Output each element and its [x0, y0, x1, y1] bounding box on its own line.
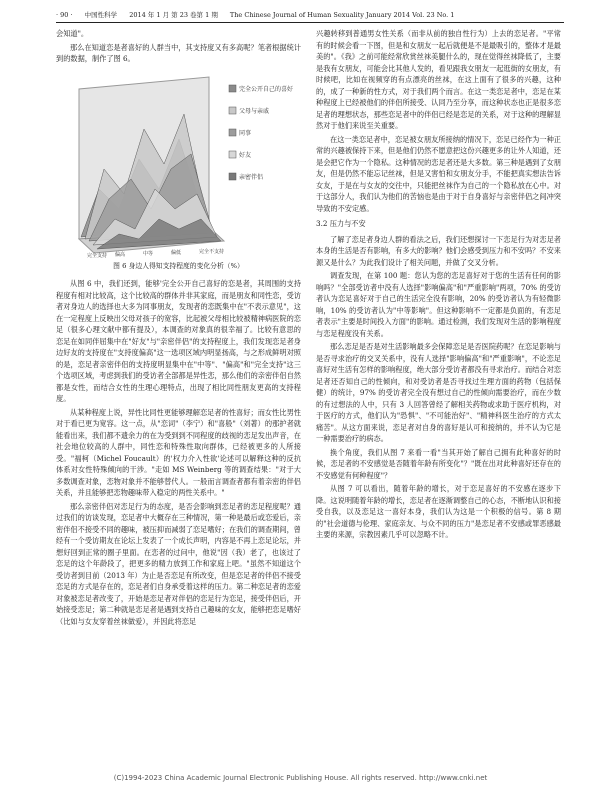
category-tick-label: 完全不支持 — [199, 248, 225, 255]
legend-swatch — [229, 107, 236, 114]
category-tick-label: 偏低 — [171, 249, 182, 256]
legend-swatch — [229, 129, 236, 136]
page-number: · 90 · — [56, 11, 73, 19]
legend-label: 亲密伴侣 — [239, 173, 264, 181]
figure-caption: 图 6 身边人得知支持程度的变化分析（%） — [113, 261, 244, 270]
paragraph: 从图 7 可以看出，随着年龄的增长，对于恋足喜好的不安感在逐步下降。这说明随着年龄的增长，恋足者在逐渐调整自己的心态，不断地认识和接受自我，以及恋足这一喜好本身，我们认为这是一个积极的信号。第 8 期的"社会道德与伦理、家庭亲友、与众不同的压力"是恋足者不安感或罪恶感最主要的来源，宗教因素几乎可以忽略不计。 — [316, 484, 561, 539]
paragraph: 那么在知道恋是者喜好的人群当中，其支持度又有多高呢？笔者根据统计到的数据，制作了图 6。 — [56, 42, 301, 63]
paragraph: 从图 6 中，我们还到，能够'完全公开自己喜好的恋是者，其周围的支持程度有相对比较高，这个比较高的群体并非其家庭，而是朋友和同性恋，受访者对身边人的选择也大多为同事朋友，发现者的恋既集中在"不表示意见"，这在一定程度上反映出父母对孩子的宽容，比起被父母相比较被精神病医院的恋足（很多心理文献中都有提及），本调查的对象真的很幸福了。比较有意思的恋足在如同伴屈集中在"好友"与"亲密伴侣"的支持程度上，我们发现恋足者身边好友的支持度在"支持度偏高"这一选项区域内明显扬高，与之形成鲜明对照的是，恋足者亲密伴侣的支持度明显集中在"中等"、"偏高"和"完全支持"这三个选项区域，考虑到我们的受访者全部都是异性恋，那么他们的亲密伴侣自然都是女性，而结合女性的生理心理特点，出现了相比同性朋友更高的支持程度。 — [56, 279, 301, 403]
legend-swatch — [229, 151, 236, 158]
journal-title-cn: 中国性科学 — [84, 11, 118, 19]
category-tick-label: 偏高 — [115, 251, 126, 258]
issue-info-cn: 2014 年 1 月 第 23 卷第 1 期 — [129, 11, 218, 19]
figure-6 — [59, 69, 299, 259]
page-header — [56, 10, 564, 19]
header-rule — [56, 22, 564, 23]
copyright-footer: (C)1994-2023 China Academic Journal Electronic Publishing House. All rights reserved. http://www.cnki.net — [113, 774, 488, 782]
legend-label: 好友 — [239, 151, 252, 159]
paragraph: 那么恋足是否是对生活影响最多会保障恋足是否医院药呢？在恋足影响与是否寻求治疗的交叉关系中，没有人选择"影响偏高"和"严重影响"，不论恋足喜好对生活有怎样的影响程度，绝大部分受访者都没有寻求治疗。而结合对恋足者还否知自己的性倾向，和对受访者是否寻找过生理方面的药物（包括保健）的统计，97% 的受访者完全没有想过自己的性倾向需要治疗，而在少数的有过想法的人中，只有 3 人回答曾经了解相关药物或求助于医疗机构，对于医疗的方式，他们认为"恐惧"、"不可能治好"、"精神科医生治疗的方式太痛苦"。从这方面来说，恋足者对自身的喜好是认可和接纳的，并不认为它是一种需要治疗的病态。 — [316, 342, 561, 443]
journal-title-en: The Chinese Journal of Human Sexuality January 2014 Vol. 23 No. 1 — [229, 11, 455, 19]
paragraph: 从某种程度上说，异性比同性更能够理解恋足者的性喜好；而女性比男性对于看已更为宽容。这一点，从"恋词"（李宁）和"喜般"（刘著）的那护者就能看出来，我们都不遗余力的在为受到到不同程度的歧视的恋足发出声音，在社会地位较高的人群中，同性恋和特殊性取向群体，已经被更多的人所接受。"福柯（Michel Foucault）的'权力介入性欲'论述可以解释这种的反抗体系对女性特殊倾向的干涉。"走如 MS Weinberg 等的调查结果："对于大多数调查对象，恋物对象并不能够替代人。一般而言调查者都有着亲密的伴侣关系，并且能够把恋物趣味带入稳定的两性关系中。" — [56, 407, 301, 497]
paragraph: 那么亲密伴侣对恋足行为的态度，是否会影响到恋足者的恋足程度呢？通过我们的访谈发现，恋足者中大概存在三种情况，第一种是最后或恋爱后，亲密伴侣不接受不同的趣味，被压抑而减弱了恋足嗜好；在我们的调查期间，曾经有一个受访期友在论坛上发表了一个成长声明，内容是不再上恋足论坛，并想好回到正常的圈子里面。在恋者的过问中，他说"因（我）老了，也该过了恋足的这个年龄段了，把更多的精力放到工作和家庭上吧。"虽然不知道这个受访者到目前（2013 年）为止是否恋足有所改变，但是恋足者的伴侣不接受恋足的方式是存在的，恋足者们自身承受着这样的压力。第二种恋足者的恋爱对象被恋足者改变了，开始是恋足者对伴侣的恋足行为恋足，接受伴侣后，开始接受恋足；第二种就是恋足者是遇到支持自己趣味的女友，能够把恋足嗜好（比如与女友穿着丝袜做爱），并因此将恋足 — [56, 501, 301, 626]
paragraph: 调查发现，在第 100 题：您认为您的恋足喜好对于您的生活有任何的影响吗？"全部受访者中没有人选择"影响偏高"和"严重影响"两项，70% 的受访者认为恋足喜好对于自己的生活完全没有影响，20% 的受访者认为有轻微影响，10% 的受访者认为"中等影响"。但这种影响不一定都是负面的，有恋足者表示"主要是时间投入方面"的影响。通过检测，我们发现对生活的影响程度与恋足程度没有关系。 — [316, 271, 561, 338]
paragraph: 了解了恋足者身边人群的看法之后，我们还想探讨一下恋足行为对恋足者本身的生活是否有影响，有多大的影响？他们会感受到压力和不安吗？不安来源又是什么？为此我们设计了相关问题，并做了交叉分析。 — [316, 234, 561, 267]
paragraph: 在这一类恋足者中，恋足被女朋友所接纳的情况下，恋足已经作为一种正常的兴趣被保持下来，但是他们仍然不愿意把这份兴趣更多的让外人知道，还是会把它作为一个隐私。这种情况的恋足者还是大多数。第三种是遇到了女朋友，但是仍然不能忘记丝袜，但是又害怕和女朋友分手，不能把真实想法告诉女友，于是在与女友的交往中，只能把丝袜作为自己的一个隐私放在心中。对于这部分人，我们认为他们的苦恼也是由于对于自身喜好与亲密伴侣之间冲突导致的不安定感。 — [316, 134, 561, 213]
right-column — [316, 28, 561, 543]
left-column — [56, 28, 301, 629]
section-heading: 3.2 压力与不安 — [316, 219, 366, 228]
legend-label: 父母与亲戚 — [239, 107, 270, 115]
legend-label: 完全公开自己的喜好 — [239, 85, 294, 93]
legend-label: 同事 — [239, 129, 252, 137]
category-tick-label: 完全支持 — [87, 252, 108, 259]
legend-swatch — [229, 85, 236, 92]
paragraph: 兴趣转移到普通男女性关系（而非从前的独自性行为）上去的恋足者。"平常有的时候会看一下图，但是和女朋友一起后就便是不是最吸引的，整体才是最美的"。《我》之前可能经常欣赏丝袜美腿什么的，现在觉得丝袜降低了，主要是我有女朋友，可能会比其他人发的，看见跟我女朋友一起逛街的女朋友，有时候吧，比如在视频穿的有点漂亮的丝袜，在这上面有了很多的兴趣，这种的，成了一种新的性方式，对于我们两个而言。在这一类恋足者中，恋足在某种程度上已经被他们的伴侣所接受、认同乃至分享，而这种状态也正是很多恋足者的理想状态，那些恋足者中的伴侣已经是恋足的关系，对于这种的理解显然对于他们来说至关重要。 — [316, 29, 561, 130]
paragraph: 会知道"。 — [56, 29, 89, 38]
legend-swatch — [229, 173, 236, 180]
category-tick-label: 中等 — [143, 250, 154, 257]
paragraph: 换个角度，我们从图 7 来看一看"当其开始了解自己拥有此种喜好的时候，恋足者的不安感觉是否随着年龄有所变化"？"既在出对此种喜好还存在的不安感觉有何种程度"？ — [316, 447, 561, 480]
chart-svg — [59, 69, 299, 259]
